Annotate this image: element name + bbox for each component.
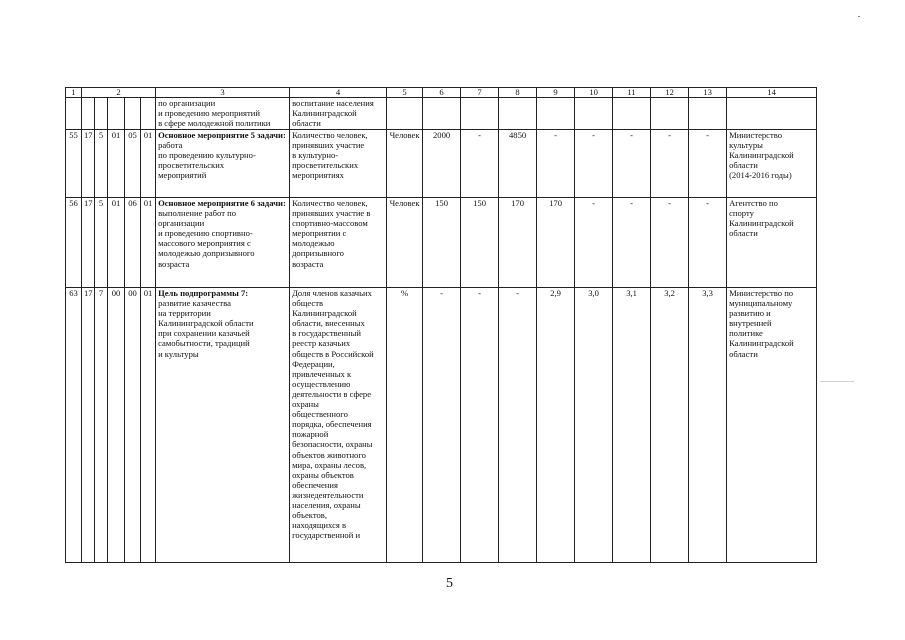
responsible-executor: Министерство культуры Калининградской области (2014-2016 годы) — [727, 130, 817, 198]
row-code: 06 — [125, 198, 141, 288]
value-cell: - — [499, 288, 537, 563]
value-cell: - — [461, 130, 499, 198]
row-code: 01 — [141, 130, 156, 198]
continued-indicator: воспитание населения Калининградской области — [290, 98, 387, 130]
continued-activity-name: по организации и проведению мероприятий в сфере молодежной политики — [156, 98, 290, 130]
value-cell: 2,9 — [537, 288, 575, 563]
value-cell: 3,1 — [613, 288, 651, 563]
value-cell: 4850 — [499, 130, 537, 198]
unit-cell: Человек — [387, 198, 423, 288]
header-cell-1: 1 — [66, 88, 82, 98]
value-cell: - — [613, 198, 651, 288]
header-cell-5: 5 — [387, 88, 423, 98]
table-row — [66, 288, 817, 563]
header-cell-13: 13 — [689, 88, 727, 98]
scan-speck — [858, 16, 860, 17]
indicator-name: Количество человек, принявших участие в культурно- просветительских мероприятиях — [290, 130, 387, 198]
value-cell: 170 — [499, 198, 537, 288]
value-cell: - — [461, 288, 499, 563]
row-code: 7 — [95, 288, 108, 563]
value-cell: - — [575, 130, 613, 198]
row-code: 01 — [108, 130, 125, 198]
indicators-table — [65, 87, 817, 563]
row-code: 05 — [125, 130, 141, 198]
header-cell-2: 2 — [82, 88, 156, 98]
row-code: 17 — [82, 288, 95, 563]
header-cell-3: 3 — [156, 88, 290, 98]
row-code: 56 — [66, 198, 82, 288]
activity-name: Основное мероприятие 5 задачи: работа по проведению культурно- просветительских мероприятий — [156, 130, 290, 198]
row-code: 01 — [141, 288, 156, 563]
table-row — [66, 198, 817, 288]
value-cell: 2000 — [423, 130, 461, 198]
row-code: 01 — [141, 198, 156, 288]
indicator-name: Доля членов казачьих обществ Калининградской области, внесенных в государственный реестр казачьих обществ в Российской Федерации, привлеченных к осуществлению деятельности в сфере охраны общественного порядка, обеспечения пожарной безопасности, охраны объектов животного мира, охраны лесов, охраны объектов обеспечения жизнедеятельности населения, охраны объектов, находящихся в государственной и — [290, 288, 387, 563]
header-cell-12: 12 — [651, 88, 689, 98]
activity-title: Основное мероприятие 6 задачи: — [158, 198, 286, 208]
value-cell: - — [613, 130, 651, 198]
header-cell-9: 9 — [537, 88, 575, 98]
activity-name: Цель подпрограммы 7: развитие казачества на территории Калининградской области при сохранении казачьей самобытности, традиций и культуры — [156, 288, 290, 563]
value-cell: - — [651, 198, 689, 288]
header-row — [66, 88, 817, 98]
value-cell: - — [423, 288, 461, 563]
value-cell: - — [537, 130, 575, 198]
activity-name: Основное мероприятие 6 задачи: выполнение работ по организации и проведению спортивно- массового мероприятия с молодежью допризывного возраста — [156, 198, 290, 288]
row-code: 00 — [108, 288, 125, 563]
value-cell: 3,2 — [651, 288, 689, 563]
value-cell: 150 — [461, 198, 499, 288]
header-cell-6: 6 — [423, 88, 461, 98]
table-row — [66, 130, 817, 198]
value-cell: 150 — [423, 198, 461, 288]
responsible-executor: Агентство по спорту Калининградской области — [727, 198, 817, 288]
value-cell: 3,0 — [575, 288, 613, 563]
row-code: 5 — [95, 130, 108, 198]
unit-cell: Человек — [387, 130, 423, 198]
header-cell-14: 14 — [727, 88, 817, 98]
row-code: 17 — [82, 130, 95, 198]
value-cell: - — [575, 198, 613, 288]
unit-cell: % — [387, 288, 423, 563]
row-code: 5 — [95, 198, 108, 288]
page-number: 5 — [446, 576, 453, 591]
row-code: 00 — [125, 288, 141, 563]
header-cell-8: 8 — [499, 88, 537, 98]
row-code: 17 — [82, 198, 95, 288]
value-cell: - — [689, 130, 727, 198]
value-cell: - — [651, 130, 689, 198]
table-row-continuation — [66, 98, 817, 130]
value-cell: 3,3 — [689, 288, 727, 563]
value-cell: - — [689, 198, 727, 288]
header-cell-7: 7 — [461, 88, 499, 98]
indicator-name: Количество человек, принявших участие в спортивно-массовом мероприятии с молодежью допризывного возраста — [290, 198, 387, 288]
header-cell-11: 11 — [613, 88, 651, 98]
responsible-executor: Министерство по муниципальному развитию и внутренней политике Калининградской области — [727, 288, 817, 563]
activity-title: Основное мероприятие 5 задачи: — [158, 130, 286, 140]
row-code: 63 — [66, 288, 82, 563]
scan-mark — [820, 381, 854, 382]
row-code: 01 — [108, 198, 125, 288]
header-cell-4: 4 — [290, 88, 387, 98]
header-cell-10: 10 — [575, 88, 613, 98]
activity-title: Цель подпрограммы 7: — [158, 288, 249, 298]
value-cell: 170 — [537, 198, 575, 288]
row-code: 55 — [66, 130, 82, 198]
